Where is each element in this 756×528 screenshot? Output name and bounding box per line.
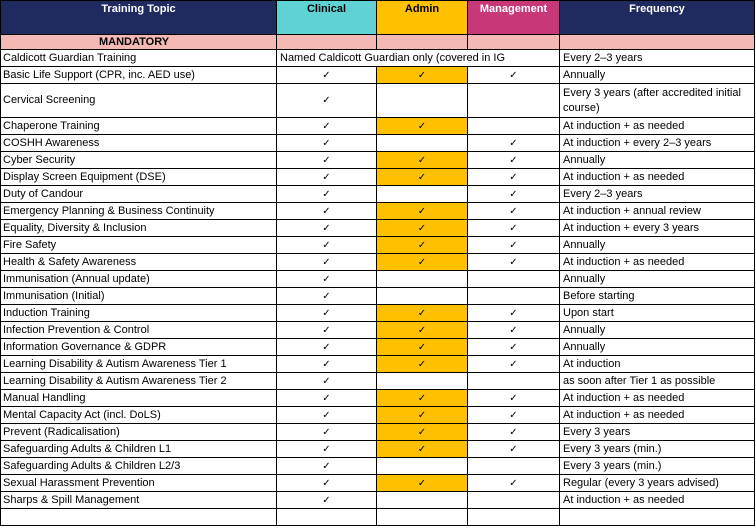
check-icon: ✓ — [322, 494, 331, 506]
table-row — [1, 339, 755, 356]
check-icon: ✓ — [509, 137, 518, 149]
check-icon: ✓ — [322, 171, 331, 183]
check-icon: ✓ — [509, 222, 518, 234]
clinical-cell — [277, 475, 377, 492]
clinical-cell — [277, 390, 377, 407]
check-icon: ✓ — [509, 256, 518, 268]
check-icon: ✓ — [322, 392, 331, 404]
empty-cell — [377, 509, 468, 526]
frequency-cell: Annually — [560, 152, 755, 169]
check-icon: ✓ — [322, 154, 331, 166]
frequency-cell: Every 3 years (min.) — [560, 441, 755, 458]
management-cell — [468, 254, 560, 271]
topic-cell: Induction Training — [1, 305, 277, 322]
check-icon: ✓ — [417, 222, 427, 234]
table-row — [1, 424, 755, 441]
check-icon: ✓ — [509, 477, 518, 489]
check-icon: ✓ — [322, 443, 331, 455]
frequency-cell: At induction + as needed — [560, 169, 755, 186]
management-cell — [468, 441, 560, 458]
check-icon: ✓ — [509, 358, 518, 370]
management-cell — [468, 356, 560, 373]
check-icon: ✓ — [417, 120, 427, 132]
management-cell — [468, 220, 560, 237]
frequency-cell: Every 2–3 years — [560, 50, 755, 67]
table-row — [1, 118, 755, 135]
clinical-cell — [277, 339, 377, 356]
header-management: Management — [468, 1, 560, 35]
topic-cell: Immunisation (Initial) — [1, 288, 277, 305]
frequency-cell: as soon after Tier 1 as possible — [560, 373, 755, 390]
empty-row — [1, 509, 755, 526]
check-icon: ✓ — [322, 290, 331, 302]
header-frequency: Frequency — [560, 1, 755, 35]
section-row — [1, 35, 755, 50]
clinical-cell — [277, 271, 377, 288]
table-row — [1, 169, 755, 186]
frequency-cell: Every 3 years — [560, 424, 755, 441]
check-icon: ✓ — [322, 120, 331, 132]
admin-cell — [377, 288, 468, 305]
clinical-cell — [277, 492, 377, 509]
check-icon: ✓ — [417, 358, 427, 370]
table-row — [1, 84, 755, 118]
topic-cell: Duty of Candour — [1, 186, 277, 203]
check-icon: ✓ — [417, 154, 427, 166]
frequency-cell: At induction + as needed — [560, 407, 755, 424]
check-icon: ✓ — [417, 409, 427, 421]
check-icon: ✓ — [322, 69, 331, 81]
check-icon: ✓ — [509, 324, 518, 336]
table-row — [1, 288, 755, 305]
clinical-cell — [277, 118, 377, 135]
frequency-cell: Before starting — [560, 288, 755, 305]
check-icon: ✓ — [509, 392, 518, 404]
topic-cell: Information Governance & GDPR — [1, 339, 277, 356]
admin-cell — [377, 169, 468, 186]
clinical-cell — [277, 356, 377, 373]
management-cell — [468, 67, 560, 84]
table-row — [1, 67, 755, 84]
check-icon: ✓ — [509, 409, 518, 421]
clinical-cell — [277, 322, 377, 339]
topic-cell: Cervical Screening — [1, 84, 277, 118]
table-row — [1, 152, 755, 169]
admin-cell — [377, 237, 468, 254]
check-icon: ✓ — [509, 188, 518, 200]
frequency-cell: Upon start — [560, 305, 755, 322]
table-row — [1, 254, 755, 271]
table-row — [1, 458, 755, 475]
admin-cell — [377, 203, 468, 220]
admin-cell — [377, 424, 468, 441]
frequency-cell: Annually — [560, 67, 755, 84]
table-row — [1, 441, 755, 458]
management-cell — [468, 322, 560, 339]
section-cell — [468, 35, 560, 50]
section-label: MANDATORY — [1, 35, 277, 50]
check-icon: ✓ — [509, 171, 518, 183]
frequency-cell: At induction + as needed — [560, 254, 755, 271]
topic-cell: Equality, Diversity & Inclusion — [1, 220, 277, 237]
check-icon: ✓ — [322, 205, 331, 217]
topic-cell: Learning Disability & Autism Awareness Tier 2 — [1, 373, 277, 390]
table-row — [1, 237, 755, 254]
topic-cell: Sexual Harassment Prevention — [1, 475, 277, 492]
clinical-cell — [277, 424, 377, 441]
check-icon: ✓ — [322, 409, 331, 421]
management-cell — [468, 271, 560, 288]
management-cell — [468, 203, 560, 220]
admin-cell — [377, 186, 468, 203]
check-icon: ✓ — [417, 256, 427, 268]
check-icon: ✓ — [322, 95, 331, 106]
frequency-cell: Every 3 years (after accredited initial course) — [560, 84, 755, 118]
caldicott-note: Named Caldicott Guardian only (covered in IG — [277, 50, 560, 67]
check-icon: ✓ — [417, 426, 427, 438]
check-icon: ✓ — [322, 273, 331, 285]
admin-cell — [377, 322, 468, 339]
section-cell — [560, 35, 755, 50]
management-cell — [468, 339, 560, 356]
check-icon: ✓ — [417, 477, 427, 489]
admin-cell — [377, 254, 468, 271]
empty-cell — [468, 509, 560, 526]
frequency-cell: At induction + as needed — [560, 492, 755, 509]
check-icon: ✓ — [417, 171, 427, 183]
frequency-cell: At induction + as needed — [560, 118, 755, 135]
admin-cell — [377, 441, 468, 458]
empty-cell — [560, 509, 755, 526]
table-row — [1, 271, 755, 288]
frequency-cell: At induction + every 2–3 years — [560, 135, 755, 152]
frequency-cell: Annually — [560, 237, 755, 254]
header-admin: Admin — [377, 1, 468, 35]
frequency-cell: Regular (every 3 years advised) — [560, 475, 755, 492]
clinical-cell — [277, 186, 377, 203]
frequency-cell: Annually — [560, 339, 755, 356]
admin-cell — [377, 356, 468, 373]
admin-cell — [377, 339, 468, 356]
check-icon: ✓ — [509, 154, 518, 166]
clinical-cell — [277, 237, 377, 254]
clinical-cell — [277, 458, 377, 475]
check-icon: ✓ — [322, 358, 331, 370]
admin-cell — [377, 458, 468, 475]
check-icon: ✓ — [322, 239, 331, 251]
check-icon: ✓ — [509, 426, 518, 438]
frequency-cell: Annually — [560, 271, 755, 288]
table-row — [1, 373, 755, 390]
frequency-cell: At induction + annual review — [560, 203, 755, 220]
topic-cell: Basic Life Support (CPR, inc. AED use) — [1, 67, 277, 84]
clinical-cell — [277, 67, 377, 84]
header-row — [1, 1, 755, 35]
check-icon: ✓ — [417, 443, 427, 455]
check-icon: ✓ — [322, 256, 331, 268]
frequency-cell: Every 2–3 years — [560, 186, 755, 203]
admin-cell — [377, 220, 468, 237]
table-row — [1, 390, 755, 407]
check-icon: ✓ — [322, 188, 331, 200]
admin-cell — [377, 84, 468, 118]
topic-cell: Infection Prevention & Control — [1, 322, 277, 339]
admin-cell — [377, 67, 468, 84]
management-cell — [468, 118, 560, 135]
table-row — [1, 305, 755, 322]
check-icon: ✓ — [322, 477, 331, 489]
clinical-cell — [277, 254, 377, 271]
check-icon: ✓ — [417, 205, 427, 217]
topic-cell: Learning Disability & Autism Awareness Tier 1 — [1, 356, 277, 373]
table-row — [1, 356, 755, 373]
management-cell — [468, 424, 560, 441]
check-icon: ✓ — [417, 307, 427, 319]
check-icon: ✓ — [322, 307, 331, 319]
check-icon: ✓ — [509, 307, 518, 319]
admin-cell — [377, 373, 468, 390]
header-clinical: Clinical — [277, 1, 377, 35]
topic-cell: Fire Safety — [1, 237, 277, 254]
management-cell — [468, 186, 560, 203]
clinical-cell — [277, 203, 377, 220]
frequency-cell: At induction + as needed — [560, 390, 755, 407]
header-training-topic: Training Topic — [1, 1, 277, 35]
check-icon: ✓ — [509, 239, 518, 251]
management-cell — [468, 152, 560, 169]
table-row — [1, 135, 755, 152]
check-icon: ✓ — [509, 205, 518, 217]
admin-cell — [377, 407, 468, 424]
management-cell — [468, 390, 560, 407]
topic-cell: Manual Handling — [1, 390, 277, 407]
frequency-cell: At induction + every 3 years — [560, 220, 755, 237]
check-icon: ✓ — [322, 426, 331, 438]
clinical-cell — [277, 288, 377, 305]
frequency-cell: Every 3 years (min.) — [560, 458, 755, 475]
check-icon: ✓ — [417, 69, 427, 81]
management-cell — [468, 475, 560, 492]
check-icon: ✓ — [322, 375, 331, 387]
clinical-cell — [277, 220, 377, 237]
check-icon: ✓ — [417, 341, 427, 353]
clinical-cell — [277, 169, 377, 186]
clinical-cell — [277, 84, 377, 118]
clinical-cell — [277, 305, 377, 322]
management-cell — [468, 237, 560, 254]
admin-cell — [377, 305, 468, 322]
table-row — [1, 186, 755, 203]
clinical-cell — [277, 441, 377, 458]
table-row — [1, 407, 755, 424]
check-icon: ✓ — [322, 341, 331, 353]
topic-cell: Display Screen Equipment (DSE) — [1, 169, 277, 186]
table-row — [1, 220, 755, 237]
topic-cell: COSHH Awareness — [1, 135, 277, 152]
topic-cell: Chaperone Training — [1, 118, 277, 135]
table-row — [1, 475, 755, 492]
table-row — [1, 50, 755, 67]
check-icon: ✓ — [509, 443, 518, 455]
clinical-cell — [277, 407, 377, 424]
clinical-cell — [277, 135, 377, 152]
check-icon: ✓ — [322, 460, 331, 472]
topic-cell: Prevent (Radicalisation) — [1, 424, 277, 441]
admin-cell — [377, 475, 468, 492]
clinical-cell — [277, 373, 377, 390]
topic-cell: Health & Safety Awareness — [1, 254, 277, 271]
topic-cell: Cyber Security — [1, 152, 277, 169]
check-icon: ✓ — [417, 324, 427, 336]
topic-cell: Immunisation (Annual update) — [1, 271, 277, 288]
topic-cell: Safeguarding Adults & Children L1 — [1, 441, 277, 458]
topic-cell: Caldicott Guardian Training — [1, 50, 277, 67]
management-cell — [468, 407, 560, 424]
management-cell — [468, 288, 560, 305]
section-cell — [277, 35, 377, 50]
table-row — [1, 203, 755, 220]
management-cell — [468, 135, 560, 152]
empty-cell — [1, 509, 277, 526]
admin-cell — [377, 271, 468, 288]
management-cell — [468, 305, 560, 322]
management-cell — [468, 84, 560, 118]
admin-cell — [377, 492, 468, 509]
table-row — [1, 492, 755, 509]
table-row — [1, 322, 755, 339]
topic-cell: Safeguarding Adults & Children L2/3 — [1, 458, 277, 475]
check-icon: ✓ — [322, 324, 331, 336]
admin-cell — [377, 135, 468, 152]
check-icon: ✓ — [509, 69, 518, 81]
empty-cell — [277, 509, 377, 526]
management-cell — [468, 169, 560, 186]
topic-cell: Emergency Planning & Business Continuity — [1, 203, 277, 220]
check-icon: ✓ — [322, 222, 331, 234]
check-icon: ✓ — [417, 392, 427, 404]
admin-cell — [377, 118, 468, 135]
management-cell — [468, 373, 560, 390]
topic-cell: Mental Capacity Act (incl. DoLS) — [1, 407, 277, 424]
clinical-cell — [277, 152, 377, 169]
check-icon: ✓ — [509, 341, 518, 353]
admin-cell — [377, 390, 468, 407]
check-icon: ✓ — [417, 239, 427, 251]
section-cell — [377, 35, 468, 50]
topic-cell: Sharps & Spill Management — [1, 492, 277, 509]
frequency-cell: Annually — [560, 322, 755, 339]
management-cell — [468, 492, 560, 509]
management-cell — [468, 458, 560, 475]
check-icon: ✓ — [322, 137, 331, 149]
admin-cell — [377, 152, 468, 169]
frequency-cell: At induction — [560, 356, 755, 373]
